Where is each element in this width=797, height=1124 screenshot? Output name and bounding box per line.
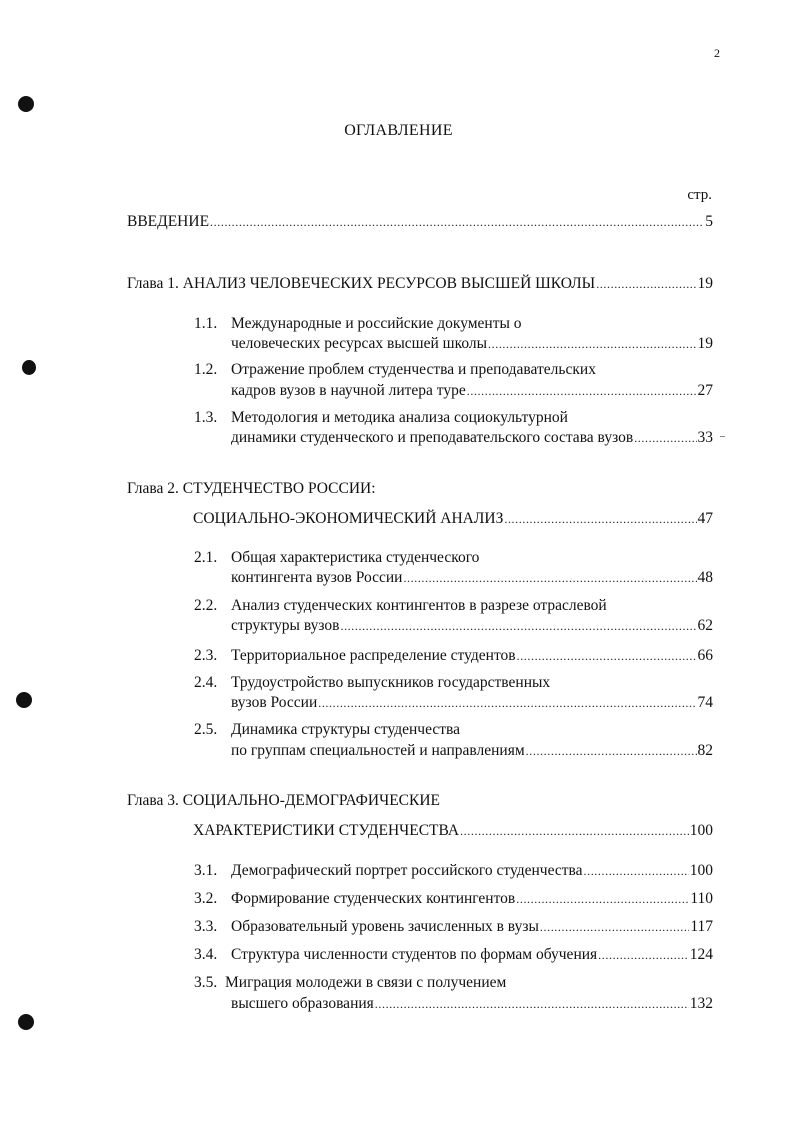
toc-section-1-1[interactable] <box>231 335 713 353</box>
section-page: 27 <box>697 382 713 399</box>
section-title-line: динамики студенческого и преподавательского состава вузов <box>231 429 634 446</box>
section-number: 2.2. <box>194 597 218 614</box>
page-number: 2 <box>714 46 720 60</box>
binder-hole-mark <box>18 96 34 112</box>
page-title: ОГЛАВЛЕНИЕ <box>344 122 453 139</box>
section-page: 117 <box>690 918 713 935</box>
toc-section-3-1[interactable] <box>231 862 713 880</box>
section-number: 3.3. <box>194 918 218 935</box>
section-page: 110 <box>690 890 713 907</box>
section-title-line: человеческих ресурсах высшей школы <box>231 335 488 352</box>
leader-dots <box>318 694 696 712</box>
toc-section-3-2[interactable] <box>231 890 713 908</box>
section-title-line: высшего образования <box>231 995 374 1012</box>
toc-chapter-2[interactable] <box>193 510 713 528</box>
section-title-line: Формирование студенческих контингентов <box>231 890 516 907</box>
toc-section-3-3[interactable] <box>231 918 713 936</box>
toc-section-2-2[interactable] <box>231 617 713 635</box>
section-page: 82 <box>697 742 713 759</box>
leader-dots <box>598 946 689 964</box>
section-title-line: контингента вузов России <box>231 569 403 586</box>
section-number: 2.3. <box>194 647 218 664</box>
scan-speck <box>720 436 725 437</box>
leader-dots <box>403 569 696 587</box>
toc-section-1-3[interactable] <box>231 429 713 447</box>
page-column-label: стр. <box>687 187 712 203</box>
leader-dots <box>488 335 696 353</box>
section-title-line[interactable]: Общая характеристика студенческого <box>231 549 480 566</box>
chapter-page: 47 <box>697 510 713 527</box>
leader-dots <box>340 617 696 635</box>
section-title-line: структуры вузов <box>231 617 340 634</box>
binder-hole-mark <box>22 360 36 375</box>
toc-chapter-1[interactable] <box>127 275 713 293</box>
toc-section-1-2[interactable] <box>231 382 713 400</box>
chapter-heading[interactable]: Глава 3. СОЦИАЛЬНО-ДЕМОГРАФИЧЕСКИЕ <box>127 792 441 809</box>
section-number: 3.4. <box>194 946 218 963</box>
chapter-page: 100 <box>689 822 713 839</box>
section-page: 132 <box>689 995 713 1012</box>
section-page: 33 <box>697 429 713 446</box>
section-number: 1.3. <box>194 409 218 426</box>
section-page: 62 <box>697 617 713 634</box>
leader-dots <box>516 890 689 908</box>
toc-section-3-4[interactable] <box>231 946 713 964</box>
leader-dots <box>375 995 689 1013</box>
section-page: 19 <box>697 335 713 352</box>
section-number: 1.2. <box>194 361 218 378</box>
section-title-line[interactable]: Международные и российские документы о <box>231 315 522 332</box>
section-number: 2.4. <box>194 674 218 691</box>
toc-chapter-3[interactable] <box>193 822 713 840</box>
section-page: 48 <box>697 569 713 586</box>
section-title-line: Образовательный уровень зачисленных в вузы <box>231 918 539 935</box>
leader-dots <box>504 510 696 528</box>
leader-dots <box>540 918 689 936</box>
section-title-line: вузов России <box>231 694 318 711</box>
chapter-page: 19 <box>697 275 713 292</box>
leader-dots <box>634 429 696 447</box>
toc-section-2-4[interactable] <box>231 694 713 712</box>
section-number: 1.1. <box>194 315 218 332</box>
leader-dots <box>460 822 689 840</box>
binder-hole-mark <box>18 1014 34 1030</box>
section-title-line[interactable]: Трудоустройство выпускников государственных <box>231 674 551 691</box>
toc-section-2-1[interactable] <box>231 569 713 587</box>
leader-dots <box>210 213 704 231</box>
binder-hole-mark <box>16 692 32 708</box>
section-title-line: Территориальное распределение студентов <box>231 647 516 664</box>
leader-dots <box>467 382 697 400</box>
section-number: 2.5. <box>194 721 218 738</box>
leader-dots <box>517 647 697 665</box>
section-page: 124 <box>689 946 713 963</box>
section-title-line[interactable]: Динамика структуры студенчества <box>231 721 461 738</box>
section-title-line[interactable]: Миграция молодежи в связи с получением <box>225 974 507 991</box>
section-title-line[interactable]: Методология и методика анализа социокультурной <box>231 409 568 426</box>
leader-dots <box>596 275 696 293</box>
toc-section-2-5[interactable] <box>231 742 713 760</box>
toc-entry-label: ВВЕДЕНИЕ <box>127 213 210 230</box>
toc-entry-intro[interactable] <box>127 213 713 231</box>
section-number: 3.2. <box>194 890 218 907</box>
section-page: 74 <box>697 694 713 711</box>
section-page: 100 <box>689 862 713 879</box>
section-page: 66 <box>697 647 713 664</box>
section-title-line[interactable]: Отражение проблем студенчества и преподавательских <box>231 361 596 378</box>
chapter-heading-line2: ХАРАКТЕРИСТИКИ СТУДЕНЧЕСТВА <box>193 822 460 839</box>
section-number: 3.1. <box>194 862 218 879</box>
chapter-heading-line2: СОЦИАЛЬНО-ЭКОНОМИЧЕСКИЙ АНАЛИЗ <box>193 510 504 527</box>
section-number: 3.5. <box>194 974 218 991</box>
toc-section-2-3[interactable] <box>231 647 713 665</box>
toc-entry-page: 5 <box>705 213 713 230</box>
section-title-line: по группам специальностей и направлениям <box>231 742 525 759</box>
chapter-heading: Глава 1. АНАЛИЗ ЧЕЛОВЕЧЕСКИХ РЕСУРСОВ ВЫСШЕЙ ШКОЛЫ <box>127 275 596 292</box>
section-title-line: Демографический портрет российского студенчества <box>231 862 583 879</box>
section-title-line: кадров вузов в научной литера туре <box>231 382 466 399</box>
section-number: 2.1. <box>194 549 218 566</box>
section-title-line: Структура численности студентов по формам обучения <box>231 946 598 963</box>
leader-dots <box>526 742 697 760</box>
leader-dots <box>584 862 689 880</box>
chapter-heading[interactable]: Глава 2. СТУДЕНЧЕСТВО РОССИИ: <box>127 480 376 497</box>
toc-section-3-5[interactable] <box>231 995 713 1013</box>
section-title-line[interactable]: Анализ студенческих контингентов в разрезе отраслевой <box>231 597 607 614</box>
